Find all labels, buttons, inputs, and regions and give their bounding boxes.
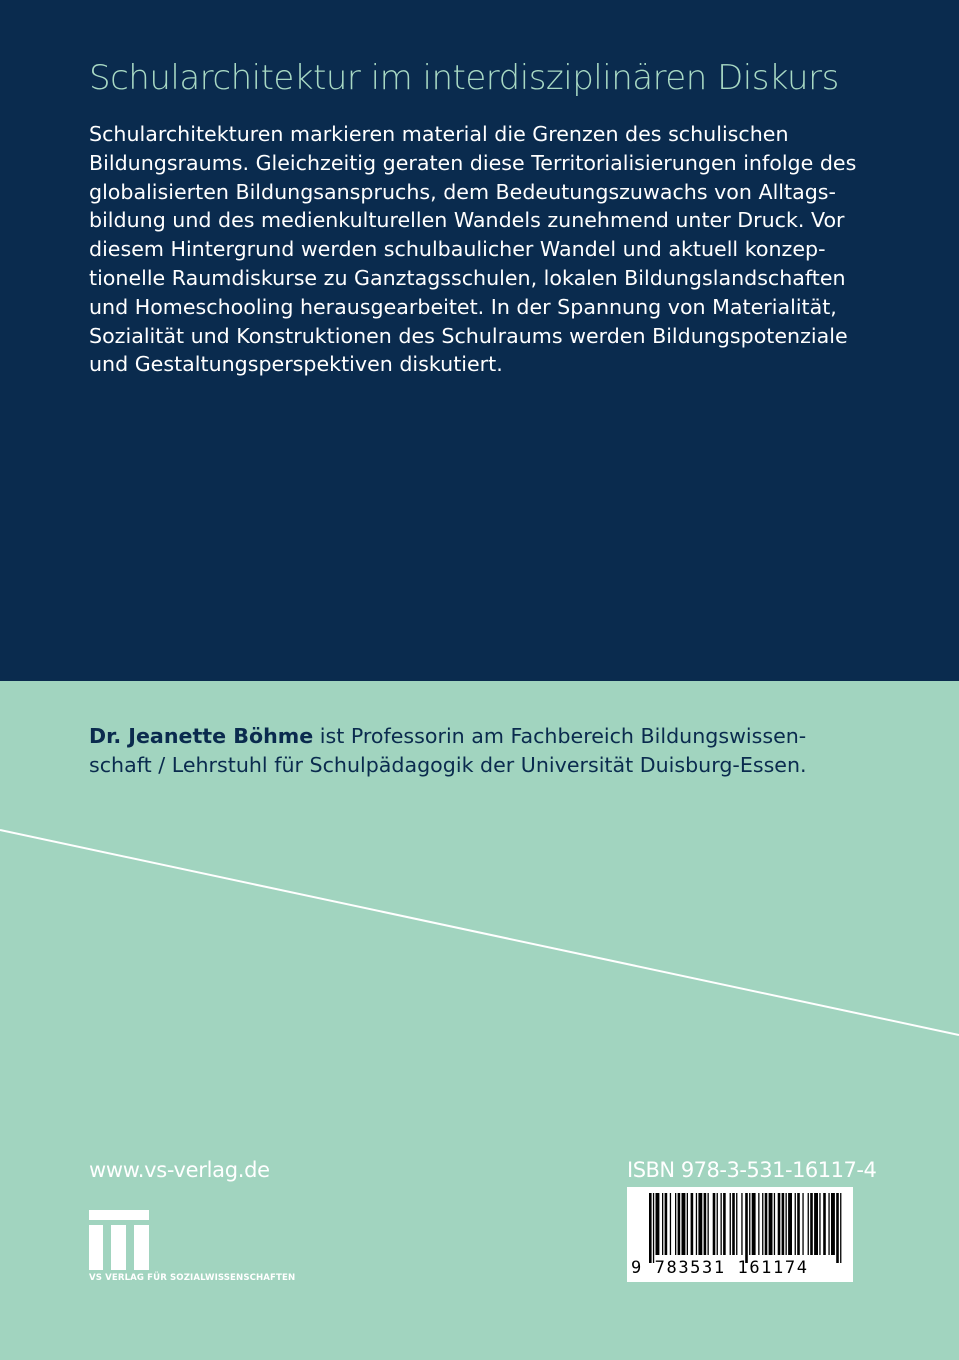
barcode-bar	[819, 1193, 820, 1255]
barcode-bar	[752, 1193, 756, 1255]
isbn-text: ISBN 978-3-531-16117-4	[627, 1158, 877, 1182]
barcode-bar	[831, 1193, 835, 1255]
blurb-line: Sozialität und Konstruktionen des Schulraums werden Bildungspotenziale	[89, 323, 848, 348]
barcode-bar	[736, 1193, 737, 1255]
barcode-bar	[678, 1193, 681, 1255]
barcode-bar	[814, 1193, 818, 1255]
blurb-line: Bildungsraums. Gleichzeitig geraten diese Territorialisierungen infolge des	[89, 150, 857, 175]
author-name: Dr. Jeanette Böhme	[89, 724, 314, 748]
author-bio-line: schaft / Lehrstuhl für Schulpädagogik der Universität Duisburg-Essen.	[89, 753, 807, 777]
barcode-bar	[717, 1193, 718, 1255]
barcode	[627, 1187, 853, 1282]
barcode-bar	[687, 1193, 688, 1255]
blurb-line: und Homeschooling herausgearbeitet. In der Spannung von Materialität,	[89, 294, 837, 319]
barcode-bar	[704, 1193, 707, 1255]
barcode-bar	[788, 1193, 792, 1255]
barcode-bar	[732, 1193, 735, 1255]
barcode-bar	[828, 1193, 829, 1255]
author-bio-text: ist Professorin am Fachbereich Bildungswissen-	[313, 724, 807, 748]
publisher-name: VS VERLAG FÜR SOZIALWISSENSCHAFTEN	[89, 1273, 296, 1283]
book-title: Schularchitektur im interdisziplinären Diskurs	[89, 58, 839, 98]
barcode-bar	[769, 1193, 773, 1255]
barcode-bar	[649, 1193, 652, 1263]
barcode-bar	[653, 1193, 654, 1263]
barcode-bar	[795, 1193, 796, 1255]
blurb-line: diesem Hintergrund werden schulbaulicher Wandel und aktuell konzep-	[89, 237, 826, 262]
barcode-bar	[670, 1193, 671, 1255]
barcode-bar	[774, 1193, 775, 1255]
barcode-bar	[836, 1193, 839, 1263]
blurb-line: bildung und des medienkulturellen Wandels zunehmend unter Druck. Vor	[89, 208, 845, 233]
barcode-bar	[723, 1193, 726, 1255]
barcode-number: 9 783531 161174	[631, 1258, 809, 1278]
blurb-line: tionelle Raumdiskurse zu Ganztagsschulen, lokalen Bildungslandschaften	[89, 265, 846, 290]
barcode-bar	[802, 1193, 803, 1255]
barcode-bar	[682, 1193, 686, 1255]
barcode-bar	[749, 1193, 750, 1255]
barcode-bar	[745, 1193, 748, 1263]
barcode-bar	[808, 1193, 809, 1255]
author-bio-line	[89, 722, 889, 751]
blurb-line: und Gestaltungsperspektiven diskutiert.	[89, 352, 503, 377]
blurb-line: Schularchitekturen markieren material die Grenzen des schulischen	[89, 122, 789, 146]
barcode-bar	[675, 1193, 676, 1255]
barcode-bar	[810, 1193, 813, 1255]
barcode-bar	[797, 1193, 800, 1255]
blurb-text	[89, 120, 879, 379]
barcode-bar	[778, 1193, 781, 1255]
barcode-bar	[691, 1193, 694, 1255]
barcode-bar	[741, 1193, 742, 1255]
barcode-bar	[730, 1193, 731, 1255]
barcode-bar	[840, 1193, 841, 1263]
barcode-bar	[823, 1193, 826, 1255]
barcode-bar	[665, 1193, 668, 1255]
barcode-bar	[713, 1193, 716, 1255]
website-link[interactable]: www.vs-verlag.de	[89, 1158, 270, 1182]
diagonal-divider-line	[0, 820, 959, 1040]
barcode-bar	[762, 1193, 763, 1255]
barcode-bar	[758, 1193, 759, 1255]
barcode-bar	[662, 1193, 663, 1255]
barcode-bar	[698, 1193, 702, 1255]
barcode-bar	[786, 1193, 787, 1255]
barcode-bar	[656, 1193, 660, 1255]
barcode-bar	[696, 1193, 697, 1255]
barcode-bar	[765, 1193, 768, 1255]
author-bio	[89, 722, 889, 780]
barcode-bar	[708, 1193, 709, 1255]
barcode-bar	[721, 1193, 722, 1255]
blurb-line: globalisierten Bildungsanspruchs, dem Bedeutungszuwachs von Alltags-	[89, 179, 836, 204]
barcode-bar	[782, 1193, 785, 1255]
